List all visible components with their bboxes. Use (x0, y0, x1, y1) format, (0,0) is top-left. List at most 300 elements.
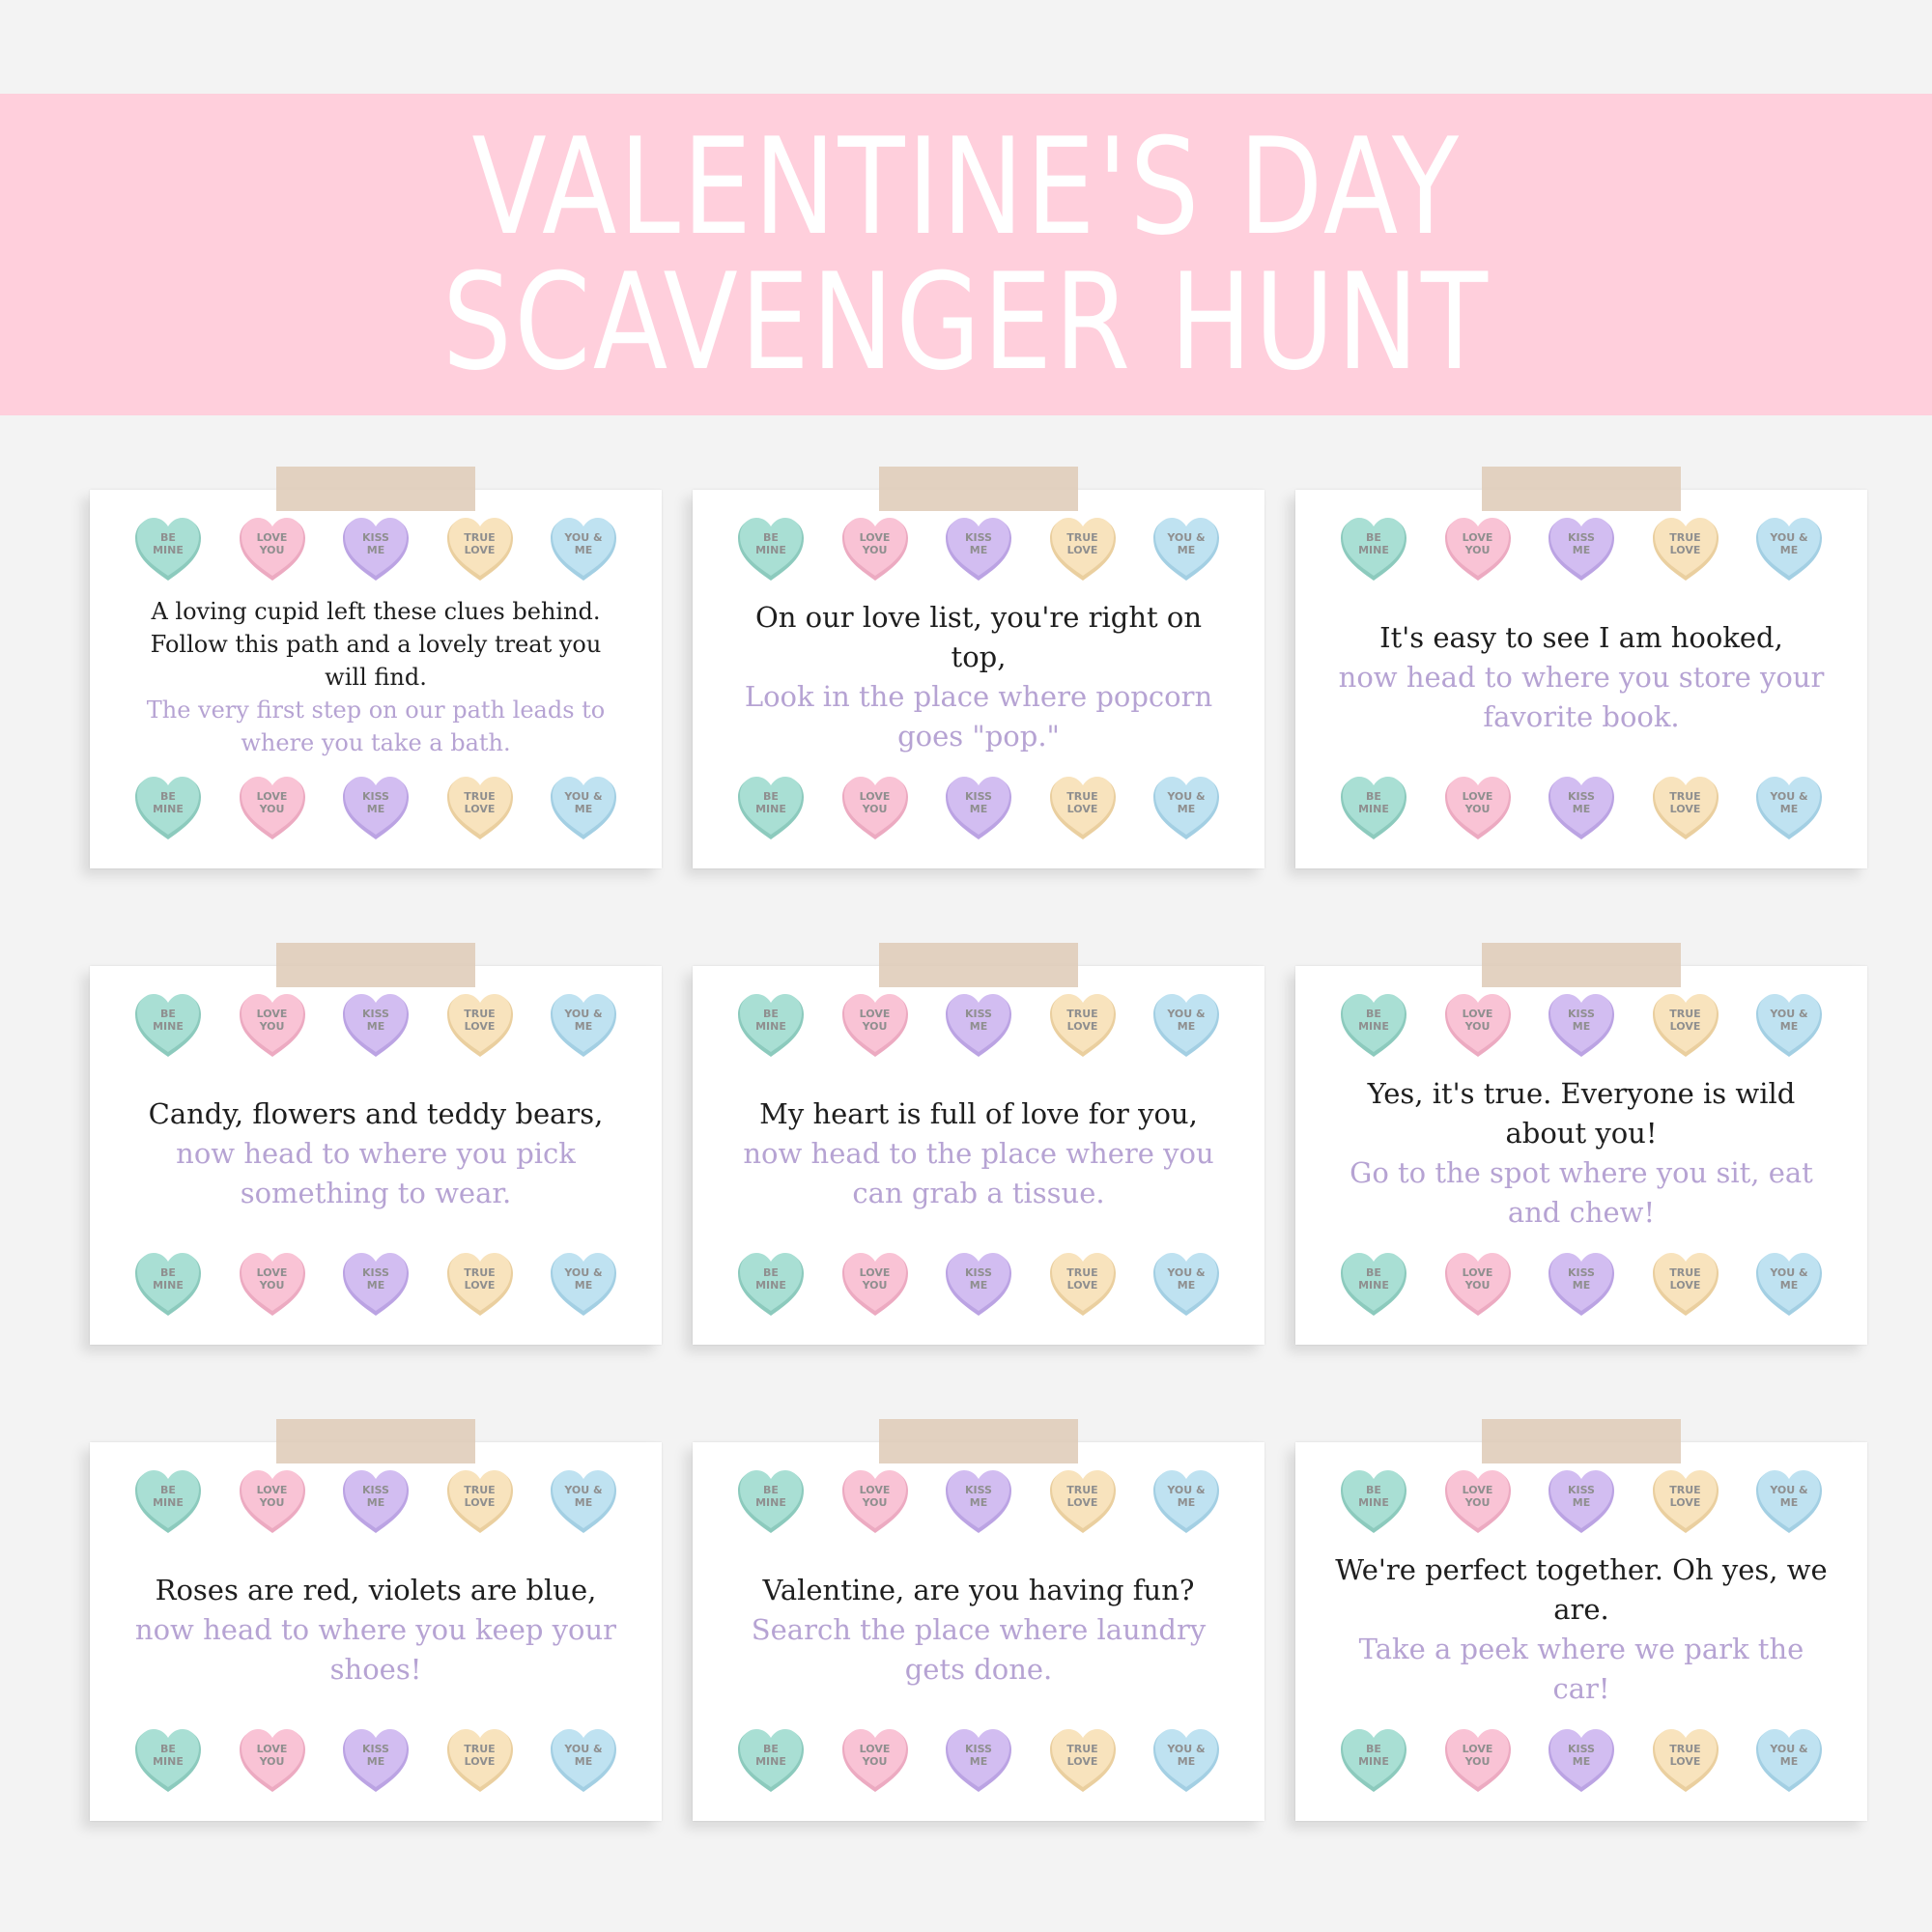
heart-row-top (1338, 991, 1825, 1059)
candy-heart-icon (1047, 774, 1119, 841)
heart-word: LOVE (464, 544, 496, 556)
clue-card (90, 490, 662, 868)
candy-heart-icon (1650, 1250, 1721, 1318)
candy-heart-icon (1047, 515, 1119, 582)
candy-heart-icon (237, 991, 308, 1059)
heart-word: LOVE (1066, 1496, 1098, 1509)
heart-word: YOU (259, 1755, 285, 1768)
heart-word: KISS (965, 1484, 992, 1496)
heart-word: ME (366, 803, 385, 815)
heart-word: YOU & (1167, 790, 1206, 803)
heart-word: BE (1366, 790, 1381, 803)
heart-word: ME (1572, 544, 1591, 556)
candy-heart-icon (839, 1726, 911, 1794)
heart-word: ME (1177, 1496, 1196, 1509)
heart-word: ME (969, 1755, 988, 1768)
heart-word: KISS (362, 790, 389, 803)
candy-heart-icon (943, 774, 1014, 841)
heart-word: ME (969, 1496, 988, 1509)
candy-heart-icon (444, 991, 516, 1059)
heart-word: LOVE (1066, 803, 1098, 815)
heart-word: TRUE (1669, 790, 1701, 803)
candy-heart-icon (548, 991, 619, 1059)
heart-word: LOVE (1669, 1279, 1701, 1292)
heart-word: LOVE (1669, 1496, 1701, 1509)
heart-word: KISS (1568, 1484, 1595, 1496)
clue-text (127, 1537, 625, 1722)
heart-word: ME (574, 803, 593, 815)
heart-word: LOVE (1462, 790, 1493, 803)
heart-row-top (1338, 515, 1825, 582)
title-banner (0, 94, 1932, 415)
heart-word: ME (1779, 1279, 1799, 1292)
candy-heart-icon (548, 1467, 619, 1535)
heart-word: YOU & (1167, 1484, 1206, 1496)
heart-word: YOU (259, 1496, 285, 1509)
heart-word: TRUE (1066, 531, 1098, 544)
candy-heart-icon (1442, 1726, 1514, 1794)
clue-hint: Look in the place where popcorn goes "pop." (744, 680, 1213, 753)
heart-word: LOVE (1462, 531, 1493, 544)
heart-word: YOU & (564, 790, 603, 803)
heart-word: YOU (1464, 1020, 1491, 1033)
heart-word: YOU (259, 1020, 285, 1033)
heart-word: MINE (153, 1279, 184, 1292)
clue-line: Roses are red, violets are blue, (155, 1573, 597, 1606)
heart-word: TRUE (464, 1266, 496, 1279)
washi-tape (879, 943, 1078, 987)
heart-word: MINE (1358, 1279, 1389, 1292)
heart-word: MINE (1358, 1496, 1389, 1509)
heart-word: YOU (862, 1496, 888, 1509)
heart-row-bottom (132, 1250, 619, 1318)
heart-row-bottom (735, 774, 1222, 841)
heart-word: YOU & (1167, 1266, 1206, 1279)
candy-heart-icon (1151, 515, 1222, 582)
heart-word: ME (969, 544, 988, 556)
heart-word: YOU & (564, 1266, 603, 1279)
candy-heart-icon (548, 1726, 619, 1794)
heart-word: LOVE (859, 531, 891, 544)
clue-hint: now head to where you store your favorite book. (1338, 660, 1825, 733)
heart-word: ME (969, 1020, 988, 1033)
candy-heart-icon (1753, 991, 1825, 1059)
heart-word: TRUE (1669, 1484, 1701, 1496)
candy-heart-icon (340, 515, 412, 582)
heart-word: YOU & (564, 1008, 603, 1020)
heart-word: ME (1177, 803, 1196, 815)
heart-word: ME (366, 1496, 385, 1509)
heart-word: TRUE (1669, 1266, 1701, 1279)
candy-heart-icon (132, 515, 204, 582)
candy-heart-icon (444, 774, 516, 841)
heart-row-top (735, 515, 1222, 582)
candy-heart-icon (735, 515, 807, 582)
candy-heart-icon (1546, 1467, 1617, 1535)
heart-word: YOU (862, 1279, 888, 1292)
heart-word: BE (763, 1484, 779, 1496)
heart-word: YOU & (1167, 1008, 1206, 1020)
washi-tape (1482, 943, 1681, 987)
heart-word: LOVE (256, 531, 288, 544)
heart-word: MINE (153, 544, 184, 556)
candy-heart-icon (444, 1250, 516, 1318)
heart-word: TRUE (1066, 790, 1098, 803)
heart-word: LOVE (1066, 544, 1098, 556)
candy-heart-icon (1442, 515, 1514, 582)
heart-word: KISS (362, 1008, 389, 1020)
heart-word: MINE (755, 1020, 786, 1033)
heart-word: ME (969, 803, 988, 815)
clue-card (693, 490, 1264, 868)
heart-word: ME (1572, 1755, 1591, 1768)
clue-hint: Search the place where laundry gets done. (751, 1612, 1207, 1686)
title-line-2: SCAVENGER HUNT (441, 243, 1491, 400)
heart-row-top (735, 1467, 1222, 1535)
heart-row-top (132, 515, 619, 582)
heart-word: YOU & (1770, 1484, 1808, 1496)
candy-heart-icon (943, 1726, 1014, 1794)
clue-line: My heart is full of love for you, (759, 1096, 1198, 1130)
heart-word: KISS (965, 790, 992, 803)
heart-word: YOU & (564, 531, 603, 544)
heart-word: ME (1779, 803, 1799, 815)
heart-word: KISS (965, 1266, 992, 1279)
heart-word: ME (366, 1020, 385, 1033)
candy-heart-icon (1442, 774, 1514, 841)
candy-heart-icon (132, 1726, 204, 1794)
heart-word: LOVE (1669, 803, 1701, 815)
clue-text (729, 1537, 1228, 1722)
heart-word: ME (1779, 544, 1799, 556)
candy-heart-icon (839, 1250, 911, 1318)
candy-heart-icon (548, 515, 619, 582)
candy-heart-icon (1151, 1467, 1222, 1535)
candy-heart-icon (340, 1250, 412, 1318)
heart-word: BE (1366, 1484, 1381, 1496)
candy-heart-icon (237, 1467, 308, 1535)
heart-word: MINE (1358, 544, 1389, 556)
heart-word: LOVE (1669, 1020, 1701, 1033)
candy-heart-icon (237, 1726, 308, 1794)
heart-word: YOU (1464, 1496, 1491, 1509)
candy-heart-icon (839, 515, 911, 582)
title-line-1: VALENTINE'S DAY (470, 108, 1462, 265)
heart-row-bottom (1338, 774, 1825, 841)
candy-heart-icon (340, 1726, 412, 1794)
clue-text (729, 584, 1228, 770)
candy-heart-icon (1338, 515, 1409, 582)
heart-word: TRUE (1066, 1008, 1098, 1020)
heart-word: YOU (1464, 1279, 1491, 1292)
heart-word: LOVE (464, 803, 496, 815)
heart-word: MINE (755, 1755, 786, 1768)
candy-heart-icon (444, 1467, 516, 1535)
heart-word: BE (160, 1484, 176, 1496)
washi-tape (276, 943, 475, 987)
candy-heart-icon (1753, 1250, 1825, 1318)
candy-heart-icon (1753, 515, 1825, 582)
heart-word: KISS (362, 531, 389, 544)
heart-word: KISS (1568, 1008, 1595, 1020)
heart-word: LOVE (859, 1743, 891, 1755)
heart-word: BE (763, 790, 779, 803)
candy-heart-icon (1546, 1726, 1617, 1794)
heart-word: LOVE (1066, 1020, 1098, 1033)
heart-word: TRUE (464, 531, 496, 544)
heart-word: ME (1779, 1496, 1799, 1509)
clue-hint: The very first step on our path leads to where you take a bath. (146, 696, 606, 756)
candy-heart-icon (132, 991, 204, 1059)
heart-word: LOVE (1066, 1279, 1098, 1292)
heart-word: ME (969, 1279, 988, 1292)
heart-word: ME (574, 1496, 593, 1509)
heart-word: MINE (1358, 1020, 1389, 1033)
washi-tape (879, 467, 1078, 511)
heart-word: ME (574, 544, 593, 556)
candy-heart-icon (943, 1467, 1014, 1535)
heart-word: LOVE (1462, 1008, 1493, 1020)
clue-card (693, 1442, 1264, 1821)
clue-line: Yes, it's true. Everyone is wild about you! (1367, 1077, 1796, 1150)
clue-text (127, 584, 625, 770)
washi-tape (1482, 467, 1681, 511)
heart-word: ME (1572, 803, 1591, 815)
clue-card (1295, 490, 1867, 868)
candy-heart-icon (1442, 991, 1514, 1059)
candy-heart-icon (1650, 1467, 1721, 1535)
heart-word: TRUE (1066, 1743, 1098, 1755)
heart-word: BE (763, 531, 779, 544)
heart-word: YOU & (1770, 1266, 1808, 1279)
candy-heart-icon (1338, 1726, 1409, 1794)
heart-word: LOVE (464, 1279, 496, 1292)
heart-word: YOU (259, 803, 285, 815)
heart-row-bottom (132, 774, 619, 841)
heart-word: LOVE (1462, 1484, 1493, 1496)
candy-heart-icon (1047, 991, 1119, 1059)
heart-row-top (132, 1467, 619, 1535)
heart-word: MINE (153, 803, 184, 815)
candy-heart-icon (735, 1250, 807, 1318)
candy-heart-icon (132, 1250, 204, 1318)
heart-word: MINE (755, 544, 786, 556)
heart-row-bottom (1338, 1250, 1825, 1318)
heart-word: LOVE (859, 1266, 891, 1279)
heart-word: YOU & (1167, 531, 1206, 544)
candy-heart-icon (943, 991, 1014, 1059)
heart-word: LOVE (859, 790, 891, 803)
clue-line: It's easy to see I am hooked, (1379, 620, 1783, 654)
candy-heart-icon (1338, 774, 1409, 841)
heart-word: LOVE (464, 1020, 496, 1033)
heart-word: LOVE (256, 1743, 288, 1755)
heart-row-bottom (1338, 1726, 1825, 1794)
heart-word: TRUE (464, 1008, 496, 1020)
candy-heart-icon (1442, 1467, 1514, 1535)
heart-word: ME (366, 1279, 385, 1292)
candy-heart-icon (1650, 515, 1721, 582)
heart-word: BE (160, 1266, 176, 1279)
heart-word: BE (1366, 1266, 1381, 1279)
washi-tape (1482, 1419, 1681, 1463)
heart-word: ME (1779, 1020, 1799, 1033)
heart-word: ME (366, 544, 385, 556)
heart-word: ME (574, 1279, 593, 1292)
heart-word: ME (1779, 1755, 1799, 1768)
clue-line: On our love list, you're right on top, (754, 601, 1203, 673)
clue-hint: now head to where you pick something to wear. (176, 1136, 576, 1209)
candy-heart-icon (1753, 1726, 1825, 1794)
candy-heart-icon (1338, 1250, 1409, 1318)
heart-word: LOVE (1462, 1743, 1493, 1755)
candy-heart-icon (1753, 1467, 1825, 1535)
heart-row-top (132, 991, 619, 1059)
heart-word: YOU & (1770, 790, 1808, 803)
heart-word: LOVE (859, 1484, 891, 1496)
candy-heart-icon (1047, 1250, 1119, 1318)
heart-word: BE (160, 531, 176, 544)
heart-word: MINE (1358, 1755, 1389, 1768)
candy-heart-icon (1546, 774, 1617, 841)
candy-heart-icon (548, 774, 619, 841)
clue-hint: now head to where you keep your shoes! (134, 1612, 617, 1686)
heart-word: YOU (259, 544, 285, 556)
washi-tape (276, 1419, 475, 1463)
heart-word: YOU & (1167, 1743, 1206, 1755)
candy-heart-icon (1650, 774, 1721, 841)
heart-word: MINE (1358, 803, 1389, 815)
candy-heart-icon (735, 1467, 807, 1535)
candy-heart-icon (132, 1467, 204, 1535)
heart-word: YOU (1464, 544, 1491, 556)
heart-word: MINE (153, 1496, 184, 1509)
heart-word: BE (160, 1008, 176, 1020)
candy-heart-icon (735, 991, 807, 1059)
candy-heart-icon (1650, 991, 1721, 1059)
clue-card (90, 966, 662, 1345)
clue-text (729, 1061, 1228, 1246)
candy-heart-icon (1546, 1250, 1617, 1318)
heart-word: LOVE (1066, 1755, 1098, 1768)
heart-word: MINE (755, 1279, 786, 1292)
heart-word: LOVE (1669, 1755, 1701, 1768)
candy-heart-icon (237, 515, 308, 582)
heart-word: MINE (153, 1020, 184, 1033)
candy-heart-icon (1151, 1250, 1222, 1318)
clue-line: Candy, flowers and teddy bears, (148, 1096, 604, 1130)
heart-word: ME (1177, 1755, 1196, 1768)
washi-tape (276, 467, 475, 511)
heart-word: LOVE (464, 1496, 496, 1509)
clue-card (90, 1442, 662, 1821)
washi-tape (879, 1419, 1078, 1463)
heart-row-top (735, 991, 1222, 1059)
heart-word: YOU & (1770, 1743, 1808, 1755)
heart-word: KISS (1568, 790, 1595, 803)
candy-heart-icon (548, 1250, 619, 1318)
candy-heart-icon (943, 515, 1014, 582)
heart-row-bottom (735, 1726, 1222, 1794)
candy-heart-icon (132, 774, 204, 841)
heart-word: LOVE (256, 1008, 288, 1020)
candy-heart-icon (1546, 991, 1617, 1059)
candy-heart-icon (340, 1467, 412, 1535)
heart-word: ME (1572, 1279, 1591, 1292)
clue-text (127, 1061, 625, 1246)
candy-heart-icon (1442, 1250, 1514, 1318)
heart-word: TRUE (1669, 1008, 1701, 1020)
candy-heart-icon (735, 774, 807, 841)
heart-word: LOVE (1462, 1266, 1493, 1279)
heart-word: YOU & (1770, 531, 1808, 544)
candy-heart-icon (1151, 991, 1222, 1059)
heart-word: MINE (755, 803, 786, 815)
heart-word: KISS (965, 1743, 992, 1755)
heart-word: BE (160, 790, 176, 803)
heart-word: KISS (1568, 1743, 1595, 1755)
candy-heart-icon (237, 774, 308, 841)
candy-heart-icon (444, 515, 516, 582)
candy-heart-icon (1546, 515, 1617, 582)
heart-word: KISS (1568, 531, 1595, 544)
heart-word: ME (1177, 1020, 1196, 1033)
heart-row-bottom (132, 1726, 619, 1794)
heart-word: KISS (1568, 1266, 1595, 1279)
heart-word: BE (763, 1266, 779, 1279)
heart-word: BE (160, 1743, 176, 1755)
heart-word: ME (1572, 1020, 1591, 1033)
heart-word: BE (1366, 1008, 1381, 1020)
heart-word: ME (574, 1020, 593, 1033)
heart-word: KISS (965, 1008, 992, 1020)
heart-word: ME (366, 1755, 385, 1768)
heart-word: ME (1177, 1279, 1196, 1292)
candy-heart-icon (340, 774, 412, 841)
candy-heart-icon (1151, 774, 1222, 841)
clue-card (1295, 966, 1867, 1345)
heart-word: LOVE (464, 1755, 496, 1768)
candy-heart-icon (839, 1467, 911, 1535)
heart-word: TRUE (1066, 1484, 1098, 1496)
heart-word: MINE (755, 1496, 786, 1509)
clue-text (1332, 1537, 1831, 1722)
candy-heart-icon (839, 774, 911, 841)
heart-word: YOU & (1770, 1008, 1808, 1020)
clue-card (693, 966, 1264, 1345)
heart-word: BE (1366, 531, 1381, 544)
heart-word: BE (1366, 1743, 1381, 1755)
candy-heart-icon (943, 1250, 1014, 1318)
candy-heart-icon (1047, 1726, 1119, 1794)
heart-word: TRUE (464, 1743, 496, 1755)
heart-word: LOVE (859, 1008, 891, 1020)
clue-line: A loving cupid left these clues behind. Follow this path and a lovely treat you will find. (150, 598, 602, 691)
heart-word: YOU (862, 1020, 888, 1033)
heart-word: YOU (1464, 803, 1491, 815)
heart-word: KISS (362, 1743, 389, 1755)
heart-word: YOU & (564, 1743, 603, 1755)
heart-word: KISS (362, 1484, 389, 1496)
heart-word: ME (574, 1755, 593, 1768)
candy-heart-icon (1151, 1726, 1222, 1794)
candy-heart-icon (444, 1726, 516, 1794)
candy-heart-icon (1047, 1467, 1119, 1535)
heart-word: YOU (862, 803, 888, 815)
heart-row-bottom (735, 1250, 1222, 1318)
clue-hint: Take a peek where we park the car! (1358, 1633, 1804, 1705)
heart-word: KISS (362, 1266, 389, 1279)
